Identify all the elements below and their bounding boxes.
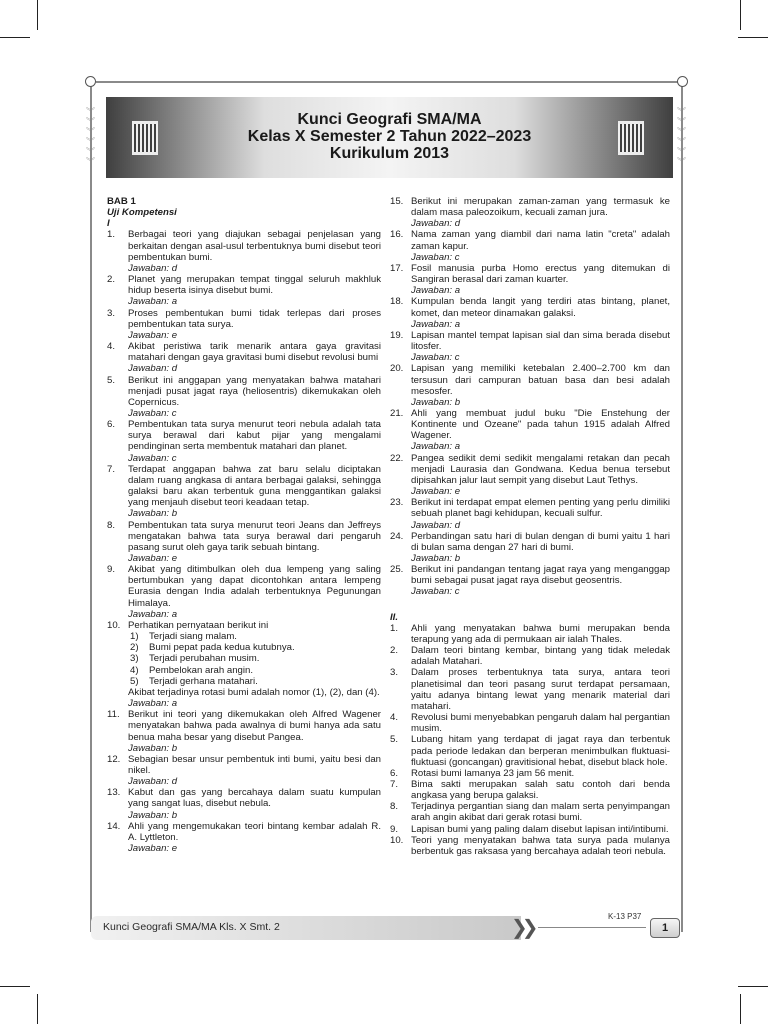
item-number: 16. [390, 229, 404, 241]
list-item [390, 623, 670, 645]
crop-mark [37, 994, 38, 1024]
item-text: Pembentukan tata surya menurut teori Jeans dan Jeffreys mengatakan bahwa tata surya berawal dari pengaruh pasang surut oleh gaya tarik sebuah bintang. [128, 519, 381, 553]
list-item [390, 497, 670, 530]
list-item [390, 712, 670, 734]
option-item [128, 653, 381, 664]
item-number: 20. [390, 363, 404, 375]
section-subtitle: Uji Kompetensi [107, 207, 177, 219]
item-number: 5. [390, 734, 399, 746]
answer: Jawaban: c [411, 352, 460, 364]
item-number: 3. [390, 667, 399, 679]
list-item [107, 341, 381, 374]
list-item [390, 734, 670, 767]
item-number: 11. [107, 709, 120, 721]
question-list [107, 229, 381, 619]
item-number: 22. [390, 452, 404, 464]
list-item [390, 296, 670, 329]
answer: Jawaban: e [411, 486, 461, 498]
item-text: Berikut ini merupakan zaman-zaman yang termasuk ke dalam masa paleozoikum, kecuali zaman jura. [411, 196, 670, 219]
answer: Jawaban: b [411, 396, 461, 408]
answer: Jawaban: e [128, 553, 178, 564]
item-conclusion: Akibat terjadinya rotasi bumi adalah nomor (1), (2), dan (4). [128, 686, 380, 698]
item-text: Dalam proses terbentuknya tata surya, antara teori planetisimal dan teori pasang surut terdapat persamaan, yaitu adanya bintang lewat yang menarik material dari matahari. [411, 667, 670, 712]
option-number: 4) [130, 664, 139, 676]
item-text: Rotasi bumi lamanya 23 jam 56 menit. [411, 767, 575, 779]
list-item [107, 229, 381, 274]
option-number: 1) [130, 631, 139, 643]
item-text: Lapisan mantel tempat lapisan sial dan sima berada disebut litosfer. [411, 329, 670, 353]
list-item [390, 363, 670, 408]
item-text: Berbagai teori yang diajukan sebagai penjelasan yang berkaitan dengan asal-usul terbentuknya bumi disebut teori pembentukan bumi. [128, 229, 381, 263]
item-number: 7. [390, 778, 399, 790]
option-item [128, 642, 381, 653]
frame-right [681, 86, 683, 932]
right-column [390, 196, 670, 857]
item-text: Pangea sedikit demi sedikit mengalami retakan dan pecah menjadi Laurasia dan Gondwana. Kedua benua tersebut dipisahkan jalur laut sempit yang disebut Laut Tethys. [411, 452, 670, 486]
item-text: Terdapat anggapan bahwa zat baru selalu diciptakan dalam ruang angkasa di antara berbagai galaksi, sehingga galaksi baru akan terbentuk guna menggantikan galaksi yang menjauh disebut teori keadaan tetap. [128, 463, 381, 509]
crop-mark [0, 986, 30, 987]
item-text: Nama zaman yang diambil dari nama latin "creta" adalah zaman kapur. [411, 229, 670, 252]
list-item [390, 645, 670, 667]
option-text: Pembelokan arah angin. [149, 664, 254, 676]
answer: Jawaban: b [128, 809, 178, 821]
option-text: Terjadi gerhana matahari. [149, 675, 258, 687]
item-number: 24. [390, 530, 404, 542]
option-number: 3) [130, 653, 139, 665]
film-strip-decoration [618, 121, 644, 155]
list-item [390, 408, 670, 453]
option-text: Bumi pepat pada kedua kutubnya. [149, 642, 295, 654]
chevron-right-icon: ❯❯ [511, 915, 533, 939]
corner-dot [85, 76, 96, 87]
option-item [128, 676, 381, 687]
item-number: 14. [107, 820, 121, 832]
item-number: 2. [390, 645, 399, 657]
answer: Jawaban: c [128, 452, 177, 464]
list-item [390, 263, 670, 296]
left-column [107, 196, 381, 854]
item-text: Perbandingan satu hari di bulan dengan di bumi yaitu 1 hari di bulan sama dengan 27 hari di bumi. [411, 530, 670, 553]
option-number: 5) [130, 675, 139, 687]
item-number: 23. [390, 497, 404, 509]
answer: Jawaban: b [128, 508, 178, 520]
frame-top [96, 81, 682, 83]
header-curriculum: Kurikulum 2013 [329, 145, 450, 162]
item-number: 2. [107, 274, 116, 286]
item-text: Proses pembentukan bumi tidak terlepas dari proses pembentukan tata surya. [128, 307, 381, 330]
option-item [128, 631, 381, 642]
list-item [107, 274, 381, 307]
question-list [107, 709, 381, 854]
chapter-label: BAB 1 [107, 196, 136, 207]
item-number: 17. [390, 262, 404, 274]
chevron-decoration: ︾ ︾ ︾ ︾ ︾ ︾ [86, 108, 95, 168]
list-item [390, 801, 670, 823]
item-number: 25. [390, 564, 404, 576]
item-number: 19. [390, 329, 404, 341]
list-item [107, 564, 381, 620]
item-text: Berikut ini pandangan tentang jagat raya yang menganggap bumi sebagai pusat jagat raya disebut geosentris. [411, 564, 670, 587]
item-number: 9. [107, 564, 116, 576]
page-header [106, 97, 673, 178]
film-strip-decoration [132, 121, 158, 155]
item-text: Teori yang menyatakan bahwa tata surya pada mulanya berbentuk gas raksasa yang bercahaya adalah teori nebula. [411, 834, 670, 857]
item-text: Terjadinya pergantian siang dan malam serta penyimpangan arah angin akibat dari gerak rotasi bumi. [411, 801, 670, 824]
item-number: 1. [107, 229, 116, 241]
header-title: Kunci Geografi SMA/MA [297, 111, 482, 128]
item-text: Berikut ini anggapan yang menyatakan bahwa matahari menjadi pusat jagat raya (heliosentris) dikemukakan oleh Copernicus. [128, 374, 381, 408]
answer: Jawaban: b [128, 742, 178, 754]
item-number: 13. [107, 787, 121, 799]
corner-dot [677, 76, 688, 87]
answer-list [390, 623, 670, 857]
crop-mark [738, 986, 768, 987]
item-text: Kumpulan benda langit yang terdiri atas bintang, planet, komet, dan meteor dinamakan galaksi. [411, 296, 670, 319]
header-class: Kelas X Semester 2 Tahun 2022–2023 [247, 128, 532, 145]
item-text: Akibat peristiwa tarik menarik antara gaya gravitasi matahari dengan gaya gravitasi bumi disebut revolusi bumi [128, 341, 381, 364]
item-number: 1. [390, 622, 399, 634]
page-code: K-13 P37 [608, 912, 642, 921]
answer: Jawaban: a [411, 318, 461, 330]
item-text: Berikut ini terdapat empat elemen penting yang perlu dimiliki sebuah planet bagi kehidupan, kecuali sulfur. [411, 497, 670, 520]
list-item [390, 667, 670, 712]
list-item [107, 520, 381, 565]
list-item [107, 419, 381, 464]
answer: Jawaban: c [411, 586, 460, 598]
answer: Jawaban: c [411, 251, 460, 263]
list-item [390, 330, 670, 363]
list-item [390, 779, 670, 801]
item-text: Ahli yang menyatakan bahwa bumi merupakan benda terapung yang ada di permukaan air ialah Thales. [411, 622, 670, 645]
list-item [107, 464, 381, 520]
list-item [107, 709, 381, 754]
item-text: Ahli yang mengemukakan teori bintang kembar adalah R. A. Lyttleton. [128, 820, 381, 843]
item-text: Sebagian besar unsur pembentuk inti bumi, yaitu besi dan nikel. [128, 753, 381, 776]
option-item [128, 665, 381, 676]
item-text: Perhatikan pernyataan berikut ini [128, 619, 269, 631]
option-text: Terjadi siang malam. [149, 631, 237, 643]
item-number: 18. [390, 296, 404, 308]
list-item [390, 196, 670, 229]
list-item [107, 620, 381, 709]
footer-divider [538, 927, 646, 928]
answer: Jawaban: a [128, 296, 178, 308]
list-item [107, 375, 381, 420]
item-text: Dalam teori bintang kembar, bintang yang tidak meledak adalah Matahari. [411, 645, 670, 668]
item-text: Lapisan yang memiliki ketebalan 2.400–2.700 km dan tersusun dari campuran batuan basa dan besi adalah mesosfer. [411, 363, 670, 397]
answer: Jawaban: d [128, 776, 178, 788]
chevron-decoration: ︾ ︾ ︾ ︾ ︾ ︾ [677, 108, 686, 168]
item-number: 9. [390, 823, 399, 835]
item-text: Lubang hitam yang terdapat di jagat raya dan terbentuk pada periode ledakan dan berperan menimbulkan fluktuasi-fluktuasi (goncangan) gravitisional hebat, disebut black hole. [411, 734, 670, 768]
crop-mark [0, 37, 30, 38]
list-item [390, 531, 670, 564]
answer: Jawaban: c [128, 407, 177, 419]
list-item [107, 754, 381, 787]
item-number: 4. [107, 341, 116, 353]
item-text: Lapisan bumi yang paling dalam disebut lapisan inti/intibumi. [411, 823, 669, 835]
question-list [107, 620, 381, 709]
item-number: 12. [107, 753, 121, 765]
part-label: II. [390, 611, 398, 623]
footer-title: Kunci Geografi SMA/MA Kls. X Smt. 2 [103, 921, 280, 933]
answer: Jawaban: a [128, 608, 178, 620]
answer: Jawaban: b [411, 553, 461, 564]
answer: Jawaban: a [411, 441, 461, 453]
item-number: 10. [390, 834, 404, 846]
item-text: Revolusi bumi menyebabkan pengaruh dalam hal pergantian musim. [411, 712, 670, 735]
item-number: 8. [390, 801, 399, 813]
answer: Jawaban: d [411, 218, 461, 230]
item-text: Bima sakti merupakan salah satu contoh dari benda angkasa yang berupa galaksi. [411, 778, 670, 802]
item-text: Akibat yang ditimbulkan oleh dua lempeng yang saling bertumbukan yang dapat dicontohkan antara lempeng Eurasia dengan India adalah terbentuknya Pegunungan Himalaya. [128, 564, 381, 609]
item-number: 6. [390, 767, 399, 779]
item-number: 10. [107, 619, 121, 631]
list-item [390, 768, 670, 779]
item-number: 15. [390, 196, 404, 207]
list-item [107, 787, 381, 820]
crop-mark [740, 994, 741, 1024]
item-number: 8. [107, 519, 116, 531]
item-number: 4. [390, 712, 399, 724]
item-text: Kabut dan gas yang bercahaya dalam suatu kumpulan yang sangat luas, disebut nebula. [128, 787, 381, 810]
option-list [128, 631, 381, 687]
item-number: 5. [107, 374, 116, 386]
answer: Jawaban: e [128, 843, 178, 855]
item-number: 6. [107, 419, 116, 431]
frame-left [90, 86, 92, 932]
answer: Jawaban: d [128, 363, 178, 375]
answer: Jawaban: d [411, 519, 461, 531]
list-item [390, 453, 670, 498]
part-label: I [107, 218, 110, 230]
list-item [107, 308, 381, 341]
item-text: Ahli yang membuat judul buku "Die Enstehung der Kontinente und Ozeane" pada tahun 1915 adalah Alfred Wagener. [411, 407, 670, 442]
option-text: Terjadi perubahan musim. [149, 653, 260, 665]
item-text: Berikut ini teori yang dikemukakan oleh Alfred Wagener menyatakan bahwa pada awalnya di bumi hanya ada satu benua maha besar yang disebut Pangea. [128, 709, 381, 743]
answer: Jawaban: a [411, 285, 461, 297]
item-text: Planet yang merupakan tempat tinggal seluruh makhluk hidup beserta isinya disebut bumi. [128, 274, 381, 297]
item-text: Pembentukan tata surya menurut teori nebula adalah tata surya berawal dari kabut pijar yang mengalami pendinginan serta membentuk matahari dan planet. [128, 419, 381, 453]
item-text: Fosil manusia purba Homo erectus yang ditemukan di Sangiran berasal dari zaman kuarter. [411, 262, 670, 286]
list-item [390, 835, 670, 857]
item-number: 21. [390, 407, 404, 419]
list-item [390, 824, 670, 835]
answer: Jawaban: a [128, 698, 178, 710]
answer: Jawaban: e [128, 329, 178, 341]
list-item [390, 564, 670, 597]
list-item [390, 229, 670, 262]
list-item [107, 821, 381, 854]
question-list [390, 196, 670, 598]
crop-mark [37, 0, 38, 30]
item-number: 3. [107, 307, 116, 319]
crop-mark [738, 37, 768, 38]
page-number: 1 [650, 918, 680, 938]
crop-mark [740, 0, 741, 30]
item-number: 7. [107, 463, 116, 475]
answer: Jawaban: d [128, 262, 178, 274]
option-number: 2) [130, 642, 139, 654]
